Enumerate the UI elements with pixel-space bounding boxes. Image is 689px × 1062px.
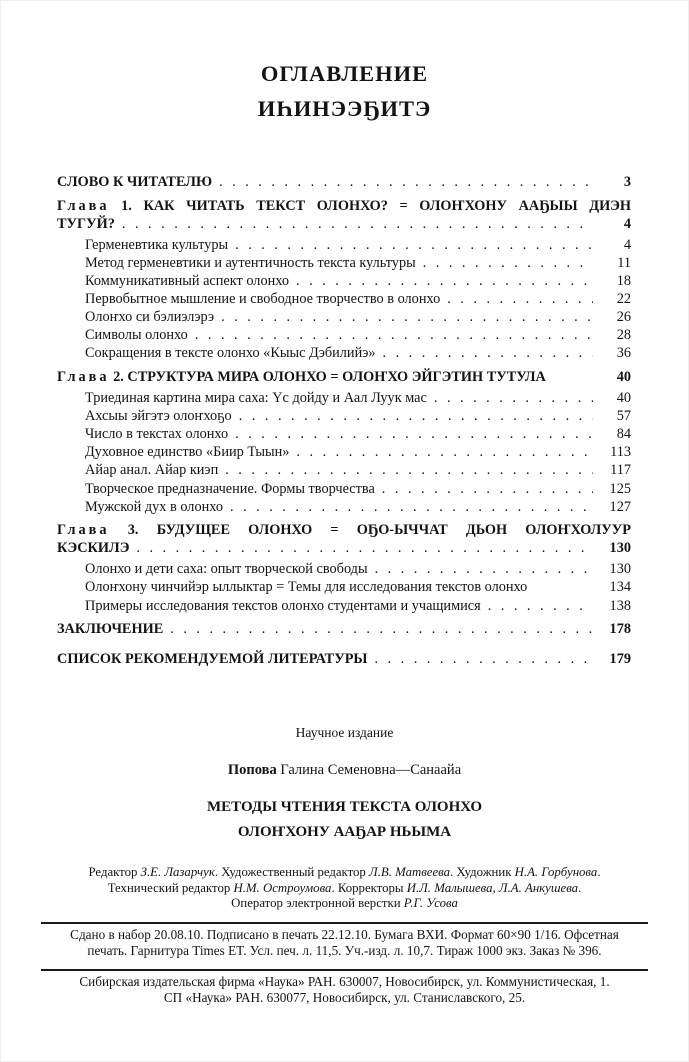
toc-entry bbox=[57, 620, 631, 638]
person-name: И.Л. Малышева, Л.А. Анкушева bbox=[406, 880, 579, 895]
horizontal-rule bbox=[41, 969, 648, 971]
toc-entry-label: Айар анал. Айар киэп bbox=[85, 462, 219, 479]
toc-dot-leader bbox=[136, 539, 593, 557]
toc-entry bbox=[57, 236, 631, 254]
toc-entry-label: Число в текстах олонхо bbox=[85, 426, 229, 443]
toc-entry-label: Коммуникативный аспект олонхо bbox=[85, 272, 289, 289]
toc-page-number: 84 bbox=[616, 426, 631, 443]
toc-entry bbox=[57, 407, 631, 425]
person-name: З.Е. Лазарчук bbox=[140, 865, 215, 880]
page-title-sakha: ИҺИНЭЭҔИТЭ bbox=[257, 96, 432, 121]
role-text: . bbox=[597, 865, 601, 880]
toc-entry bbox=[57, 308, 631, 326]
print-run-info bbox=[0, 927, 689, 959]
toc-entry bbox=[57, 461, 631, 479]
person-name: Л.В. Матвеева bbox=[369, 865, 451, 880]
toc-entry-label: Примеры исследования текстов олонхо студентами и учащимися bbox=[85, 597, 481, 614]
author-surname: Попова bbox=[227, 762, 277, 779]
toc-chapter-word: Глава bbox=[57, 197, 110, 214]
page-title bbox=[0, 0, 689, 126]
toc-page-number: 11 bbox=[617, 254, 631, 271]
toc-page-number: 4 bbox=[623, 215, 631, 232]
toc-entry-label: СЛОВО К ЧИТАТЕЛЮ bbox=[57, 174, 213, 190]
toc-page-number: 117 bbox=[610, 462, 631, 479]
toc-dot-leader bbox=[375, 560, 593, 578]
person-name: Н.М. Остроумова bbox=[233, 880, 332, 895]
toc-entry bbox=[57, 389, 631, 407]
role-text: . Художественный редактор bbox=[214, 865, 370, 880]
toc-page-number: 130 bbox=[609, 561, 631, 578]
toc-entry bbox=[57, 173, 631, 191]
toc-entry bbox=[57, 290, 631, 308]
toc-dot-leader bbox=[382, 480, 593, 498]
page-title-russian: ОГЛАВЛЕНИЕ bbox=[260, 61, 429, 86]
book-title-russian: МЕТОДЫ ЧТЕНИЯ ТЕКСТА ОЛОНХО bbox=[207, 799, 482, 816]
staff-credits-line bbox=[0, 896, 689, 911]
toc-entry-label: Мужской дух в олонхо bbox=[85, 498, 223, 515]
book-titles bbox=[0, 795, 689, 845]
toc-chapter-word: Глава bbox=[57, 522, 110, 539]
toc-dot-leader bbox=[239, 407, 593, 425]
role-text: . bbox=[578, 880, 582, 895]
publisher-address bbox=[0, 974, 689, 1006]
role-text: Технический редактор bbox=[107, 880, 234, 895]
role-text: Редактор bbox=[88, 865, 141, 880]
publisher-address-line: Сибирская издательская фирма «Наука» РАН. 630007, Новосибирск, ул. Коммунистическая, 1. bbox=[79, 973, 610, 989]
toc-entry-label: Духовное единство «Биир Тыын» bbox=[85, 444, 290, 461]
staff-credits-line bbox=[0, 865, 689, 880]
toc-dot-leader bbox=[296, 443, 593, 461]
toc-entry bbox=[57, 443, 631, 461]
toc-entry bbox=[57, 425, 631, 443]
toc-page-number: 113 bbox=[610, 444, 631, 461]
toc-dot-leader bbox=[122, 215, 593, 233]
author-given-names: Галина Семеновна—Санаайа bbox=[276, 762, 462, 779]
staff-credits bbox=[0, 865, 689, 911]
toc-page-number: 18 bbox=[616, 272, 631, 289]
toc-page-number: 36 bbox=[616, 345, 631, 362]
toc-page-number: 22 bbox=[616, 291, 631, 308]
toc-entry-chapter-1 bbox=[57, 197, 631, 215]
toc-entry bbox=[57, 578, 631, 596]
toc-dot-leader bbox=[434, 389, 593, 407]
toc-dot-leader bbox=[225, 461, 593, 479]
toc-page-number: 3 bbox=[623, 174, 631, 190]
person-name: Н.А. Горбунова bbox=[514, 865, 598, 880]
toc-chapter-word: Глава bbox=[57, 368, 110, 385]
toc-entry-label: Сокращения в тексте олонхо «Кыыс Дэбилийэ» bbox=[85, 345, 376, 362]
toc-dot-leader bbox=[383, 344, 593, 362]
toc-chapter-number: 3. bbox=[127, 522, 139, 539]
toc-page-number: 134 bbox=[609, 579, 631, 596]
toc-entry-chapter-3-continued bbox=[57, 539, 631, 557]
toc-entry-label: Олоҥхону чинчийэр ыллыктар = Темы для исследования текстов олонхо bbox=[85, 579, 528, 596]
toc-entry-label: БУДУЩЕЕ ОЛОНХО = ОҔО-ЫЧЧАТ ДЬОН ОЛОҤХОЛУУР bbox=[156, 522, 632, 539]
staff-credits-line bbox=[0, 881, 689, 896]
toc-entry-label: Триединая картина мира саха: Үс дойду и Аал Луук мас bbox=[85, 390, 427, 407]
toc-dot-leader bbox=[423, 254, 593, 272]
toc-entry bbox=[57, 272, 631, 290]
toc-entry-label: Глава 2. СТРУКТУРА МИРА ОЛОНХО = ОЛОҤХО ЭЙГЭТИН ТУТУЛА bbox=[57, 368, 546, 385]
toc-dot-leader bbox=[195, 326, 593, 344]
toc-dot-leader bbox=[235, 236, 593, 254]
role-text: Оператор электронной верстки bbox=[231, 896, 404, 911]
toc-dot-leader bbox=[230, 498, 593, 516]
toc-page-number: 125 bbox=[609, 480, 631, 497]
toc-dot-leader bbox=[170, 620, 593, 638]
toc-entry-label: Творческое предназначение. Формы творчества bbox=[85, 480, 375, 497]
toc-page-number: 40 bbox=[616, 368, 631, 385]
toc-entry-label: Метод герменевтики и аутентичность текста культуры bbox=[85, 254, 416, 271]
toc-entry-label: Первобытное мышление и свободное творчество в олонхо bbox=[85, 291, 441, 308]
toc-entry-label: КАК ЧИТАТЬ ТЕКСТ ОЛОНХО? = ОЛОҤХОНУ ААҔЫЫ ДИЭН bbox=[143, 197, 632, 214]
toc-entry-chapter-2 bbox=[57, 368, 631, 386]
toc-entry-label: ЗАКЛЮЧЕНИЕ bbox=[57, 621, 164, 638]
toc-page-number: 130 bbox=[609, 540, 631, 557]
toc-page-number: 127 bbox=[609, 498, 631, 515]
author-name bbox=[0, 762, 689, 779]
toc-entry bbox=[57, 326, 631, 344]
toc-page-number: 40 bbox=[616, 390, 631, 407]
toc-entry bbox=[57, 480, 631, 498]
toc-entry bbox=[57, 254, 631, 272]
toc-entry bbox=[57, 498, 631, 516]
print-run-info-line: Сдано в набор 20.08.10. Подписано в печать 22.12.10. Бумага ВХИ. Формат 60×90 1/16. Офсетная bbox=[70, 926, 619, 942]
role-text: . Художник bbox=[450, 865, 515, 880]
toc-page-number: 179 bbox=[609, 651, 631, 668]
toc-entry-chapter-1-continued bbox=[57, 215, 631, 233]
toc-dot-leader bbox=[219, 173, 593, 191]
toc-page-number: 28 bbox=[616, 327, 631, 344]
person-name: Р.Г. Усова bbox=[403, 896, 458, 911]
toc-page-number: 178 bbox=[609, 621, 631, 638]
toc-entry bbox=[57, 344, 631, 362]
colophon bbox=[0, 725, 689, 1006]
toc-page-number: 4 bbox=[623, 236, 631, 253]
toc-page-number: 138 bbox=[609, 597, 631, 614]
table-of-contents bbox=[57, 173, 631, 668]
toc-dot-leader bbox=[374, 650, 593, 668]
toc-entry-chapter-3 bbox=[57, 521, 631, 539]
edition-type-label: Научное издание bbox=[295, 725, 394, 741]
toc-entry-label: Олоҥхо си бэлиэлэрэ bbox=[85, 309, 215, 326]
toc-chapter-number: 2. bbox=[113, 368, 124, 385]
toc-entry bbox=[57, 650, 631, 668]
toc-entry bbox=[57, 560, 631, 578]
toc-entry-label: СПИСОК РЕКОМЕНДУЕМОЙ ЛИТЕРАТУРЫ bbox=[57, 651, 368, 668]
toc-dot-leader bbox=[235, 425, 593, 443]
toc-entry-label: Ахсыы эйгэтэ олоҥхоҕо bbox=[85, 408, 232, 425]
toc-chapter-number: 1. bbox=[121, 197, 132, 214]
toc-dot-leader bbox=[296, 272, 593, 290]
print-run-info-line: печать. Гарнитура Times ET. Усл. печ. л. 11,5. Уч.-изд. л. 10,7. Тираж 1000 экз. Заказ № 396. bbox=[87, 942, 602, 958]
toc-dot-leader bbox=[447, 290, 593, 308]
toc-entry-label: Герменевтика культуры bbox=[85, 236, 229, 253]
toc-dot-leader bbox=[488, 597, 593, 615]
toc-entry-label: ТУГУЙ? bbox=[57, 215, 115, 232]
role-text: . Корректоры bbox=[331, 880, 407, 895]
book-title-sakha: ОЛОҤХОНУ ААҔАР НЬЫМА bbox=[237, 824, 452, 841]
toc-page-number: 26 bbox=[616, 309, 631, 326]
toc-entry-label: Олонхо и дети саха: опыт творческой свободы bbox=[85, 561, 368, 578]
horizontal-rule bbox=[41, 922, 648, 924]
toc-page-number: 57 bbox=[616, 408, 631, 425]
toc-entry-label: Символы олонхо bbox=[85, 327, 188, 344]
toc-entry bbox=[57, 597, 631, 615]
publisher-address-line: СП «Наука» РАН. 630077, Новосибирск, ул. Станиславского, 25. bbox=[163, 990, 526, 1006]
toc-dot-leader bbox=[221, 308, 593, 326]
toc-entry-label: КЭСКИЛЭ bbox=[57, 540, 130, 557]
